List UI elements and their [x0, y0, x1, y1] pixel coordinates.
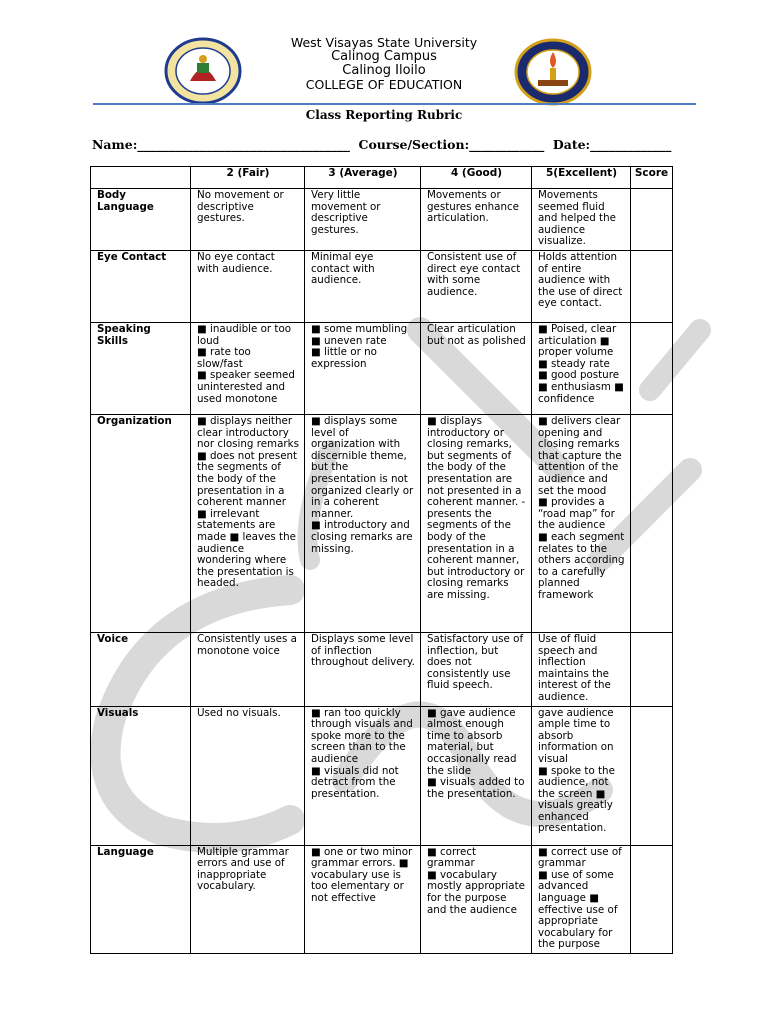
good-cell: Movements or gestures enhance articulation. — [421, 189, 532, 251]
rubric-header-row — [91, 167, 673, 189]
criterion-cell: Visuals — [91, 706, 191, 845]
good-cell: Satisfactory use of inflection, but does not consistently use fluid speech. — [421, 632, 532, 706]
header-fair: 2 (Fair) — [191, 167, 305, 189]
excellent-cell: ■ delivers clear opening and closing remarks that capture the attention of the audience and set the mood ■ provides a “road map” for the audience ■ each segment relates to the others according to a carefully planned framework — [532, 414, 631, 632]
excellent-cell: Movements seemed fluid and helped the audience visualize. — [532, 189, 631, 251]
name-course-date-fields: Name:__________________________________ Course/Section:____________ Date:_____________ — [92, 137, 672, 152]
fair-cell: No eye contact with audience. — [191, 250, 305, 322]
score-cell[interactable] — [631, 189, 673, 251]
criterion-cell: Language — [91, 845, 191, 953]
average-cell: Displays some level of inflection throughout delivery. — [305, 632, 421, 706]
criterion-cell: Voice — [91, 632, 191, 706]
header-average: 3 (Average) — [305, 167, 421, 189]
fair-cell: Consistently uses a monotone voice — [191, 632, 305, 706]
rubric-row — [91, 845, 673, 953]
criterion-cell: Speaking Skills — [91, 322, 191, 414]
header-good: 4 (Good) — [421, 167, 532, 189]
institution-header — [0, 36, 768, 92]
college-name: COLLEGE OF EDUCATION — [305, 77, 463, 92]
rubric-row — [91, 189, 673, 251]
fair-cell: Used no visuals. — [191, 706, 305, 845]
score-cell[interactable] — [631, 414, 673, 632]
score-cell[interactable] — [631, 632, 673, 706]
document-title: Class Reporting Rubric — [305, 108, 463, 122]
good-cell: ■ displays introductory or closing remarks, but segments of the body of the presentation are not presented in a coherent manner. - presents the segments of the body of the presentation in a coherent manner, but introductory or closing remarks are missing. — [421, 414, 532, 632]
score-cell[interactable] — [631, 845, 673, 953]
average-cell: Minimal eye contact with audience. — [305, 250, 421, 322]
average-cell: ■ some mumbling ■ uneven rate ■ little or no expression — [305, 322, 421, 414]
excellent-cell: Holds attention of entire audience with the use of direct eye contact. — [532, 250, 631, 322]
good-cell: ■ correct grammar ■ vocabulary mostly appropriate for the purpose and the audience — [421, 845, 532, 953]
header-criterion — [91, 167, 191, 189]
rubric-row — [91, 322, 673, 414]
criterion-cell: Organization — [91, 414, 191, 632]
average-cell: ■ ran too quickly through visuals and spoke more to the screen than to the audience ■ visuals did not detract from the presentation. — [305, 706, 421, 845]
good-cell: Consistent use of direct eye contact with some audience. — [421, 250, 532, 322]
rubric-row — [91, 250, 673, 322]
header-excellent: 5(Excellent) — [532, 167, 631, 189]
rubric-row — [91, 632, 673, 706]
rubric-row — [91, 706, 673, 845]
campus-name: Calinog Campus — [331, 49, 437, 64]
rubric-table — [90, 166, 673, 954]
rubric-row — [91, 414, 673, 632]
criterion-cell: Eye Contact — [91, 250, 191, 322]
score-cell[interactable] — [631, 322, 673, 414]
excellent-cell: ■ Poised, clear articulation ■ proper volume ■ steady rate ■ good posture ■ enthusiasm ■ confidence — [532, 322, 631, 414]
criterion-cell: Body Language — [91, 189, 191, 251]
excellent-cell: Use of fluid speech and inflection maintains the interest of the audience. — [532, 632, 631, 706]
town-name: Calinog Iloilo — [342, 63, 426, 78]
header-divider — [93, 103, 696, 105]
excellent-cell: ■ correct use of grammar ■ use of some advanced language ■ effective use of appropriate vocabulary for the purpose — [532, 845, 631, 953]
average-cell: ■ displays some level of organization with discernible theme, but the presentation is not organized clearly or in a coherent manner. ■ introductory and closing remarks are missing. — [305, 414, 421, 632]
good-cell: Clear articulation but not as polished — [421, 322, 532, 414]
university-name: West Visayas State University — [290, 35, 478, 50]
fair-cell: ■ inaudible or too loud ■ rate too slow/fast ■ speaker seemed uninterested and used monotone — [191, 322, 305, 414]
excellent-cell: gave audience ample time to absorb information on visual ■ spoke to the audience, not the screen ■ visuals greatly enhanced presentation. — [532, 706, 631, 845]
fair-cell: ■ displays neither clear introductory nor closing remarks ■ does not present the segments of the body of the presentation in a coherent manner ■ irrelevant statements are made ■ leaves the audience wondering where the presentation is headed. — [191, 414, 305, 632]
score-cell[interactable] — [631, 706, 673, 845]
header-score: Score — [631, 167, 673, 189]
average-cell: ■ one or two minor grammar errors. ■ vocabulary use is too elementary or not effective — [305, 845, 421, 953]
score-cell[interactable] — [631, 250, 673, 322]
fair-cell: Multiple grammar errors and use of inappropriate vocabulary. — [191, 845, 305, 953]
good-cell: ■ gave audience almost enough time to absorb material, but occasionally read the slide ■ visuals added to the presentation. — [421, 706, 532, 845]
average-cell: Very little movement or descriptive gestures. — [305, 189, 421, 251]
fair-cell: No movement or descriptive gestures. — [191, 189, 305, 251]
